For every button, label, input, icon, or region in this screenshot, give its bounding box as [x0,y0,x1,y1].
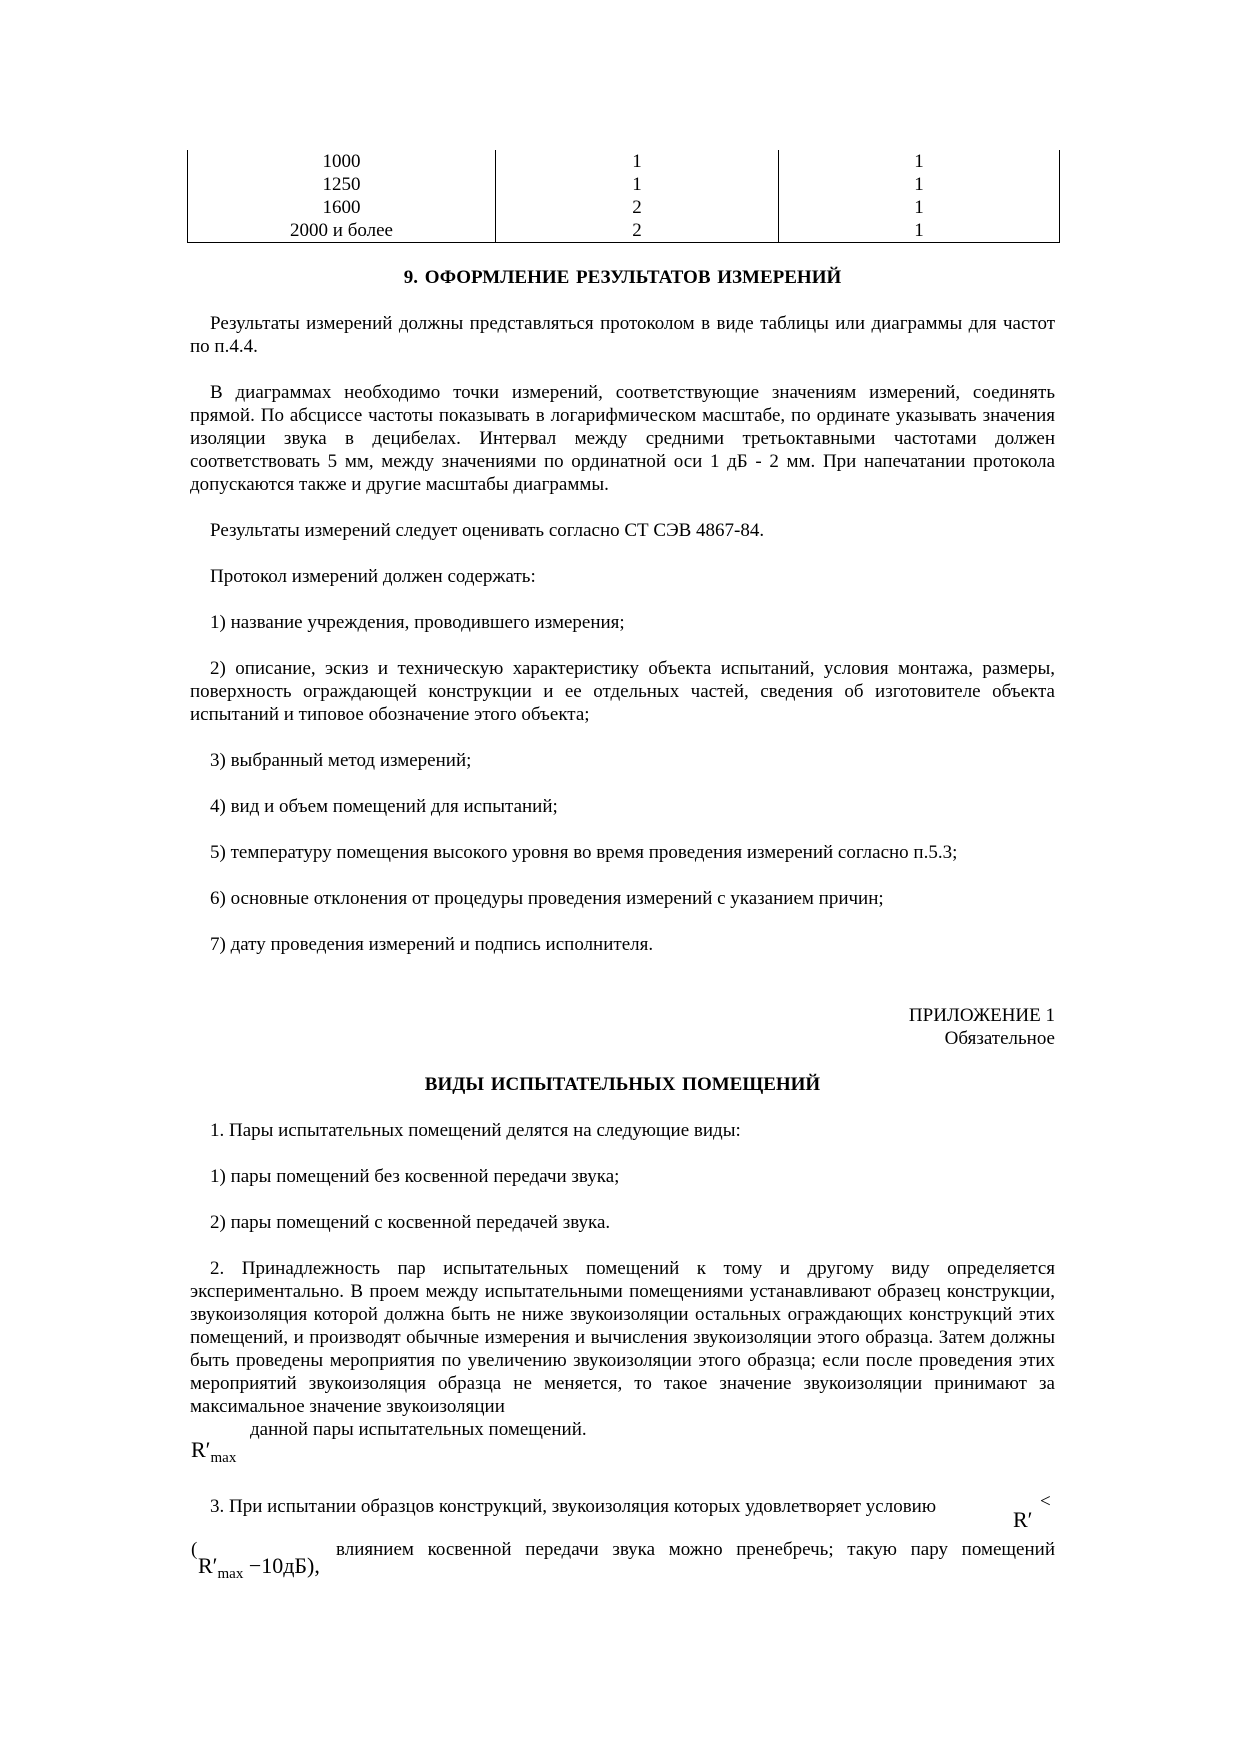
appendix-label: ПРИЛОЖЕНИЕ 1 [908,1005,1055,1026]
section-9-paragraph-4: Протокол измерений должен содержать: [210,566,536,587]
table-row [188,196,1060,219]
protocol-item-5: 5) температуру помещения высокого уровня во время проведения измерений согласно п.5.3; [210,842,958,863]
table-cell: 1 [779,219,1060,243]
protocol-item-2: 2) описание, эскиз и техническую характеристику объекта испытаний, условия монтажа, размеры, поверхность ограждающей конструкции и ее отдельных частей, сведения об изготовителе объекта испытаний и типовое обозначение этого объекта; [190,658,1055,725]
table-cell: 1 [496,173,779,196]
table-cell: 1600 [188,196,496,219]
table-row [188,150,1060,173]
table-row [188,219,1060,243]
protocol-item-1: 1) название учреждения, проводившего измерения; [210,612,625,633]
appendix-paragraph-5-end: влиянием косвенной передачи звука можно пренебречь; такую пару помещений [336,1539,1055,1560]
frequency-table [187,150,1060,243]
formula-r-max-sub: max [210,1450,237,1466]
table-cell: 2 [496,196,779,219]
appendix-title: ВИДЫ ИСПЫТАТЕЛЬНЫХ ПОМЕЩЕНИЙ [424,1074,821,1095]
protocol-item-7: 7) дату проведения измерений и подпись исполнителя. [210,934,654,955]
section-9-title: 9. ОФОРМЛЕНИЕ РЕЗУЛЬТАТОВ ИЗМЕРЕНИЙ [403,267,842,288]
section-9-paragraph-1: Результаты измерений должны представляться протоколом в виде таблицы или диаграммы для частот по п.4.4. [190,313,1055,357]
protocol-item-6: 6) основные отклонения от процедуры проведения измерений с указанием причин; [210,888,884,909]
section-9-paragraph-3: Результаты измерений следует оценивать согласно СТ СЭВ 4867-84. [210,520,765,541]
appendix-paragraph-2: 1) пары помещений без косвенной передачи звука; [210,1166,620,1187]
formula-r-max-minus-10db-sub: max [217,1566,244,1582]
formula-r-max-minus-10db-tail: −10дБ), [243,1553,320,1578]
appendix-paragraph-3: 2) пары помещений с косвенной передачей звука. [210,1212,611,1233]
formula-r-max [191,1438,236,1470]
table-cell: 1 [779,173,1060,196]
formula-r-max-minus-10db [198,1554,320,1586]
frequency-table-body [188,150,1060,243]
formula-r-max-minus-10db-base: R′ [198,1553,218,1578]
appendix-status: Обязательное [944,1028,1055,1049]
appendix-paragraph-5-start: 3. При испытании образцов конструкций, звукоизоляция которых удовлетворяет условию [210,1496,937,1517]
table-cell: 1 [779,196,1060,219]
appendix-paragraph-4: 2. Принадлежность пар испытательных помещений к тому и другому виду определяется экспериментально. В проем между испытательными помещениями устанавливают образец конструкции, звукоизоляция которой должна быть не ниже звукоизоляции остальных ограждающих конструкций этих помещений, и производят обычные измерения и вычисления звукоизоляции этого образца. Затем должны быть проведены мероприятия по увеличению звукоизоляции этого образца; если после проведения этих мероприятий звукоизоляция образца не меняется, то такое значение звукоизоляции принимают за максимальное значение звукоизоляции [190,1258,1055,1417]
formula-open-paren: ( [191,1539,198,1560]
table-cell: 1 [779,150,1060,173]
formula-r-prime: R′ [1013,1507,1033,1532]
formula-r-max-base: R′ [191,1437,211,1462]
appendix-paragraph-1: 1. Пары испытательных помещений делятся на следующие виды: [210,1120,741,1141]
table-cell: 1250 [188,173,496,196]
table-cell: 2 [496,219,779,243]
table-cell: 2000 и более [188,219,496,243]
protocol-item-3: 3) выбранный метод измерений; [210,750,472,771]
protocol-item-4: 4) вид и объем помещений для испытаний; [210,796,558,817]
table-cell: 1 [496,150,779,173]
section-9-paragraph-2: В диаграммах необходимо точки измерений, соответствующие значениям измерений, соединять прямой. По абсциссе частоты показывать в логарифмическом масштабе, по ординате указывать значения изоляции звука в децибелах. Интервал между средними третьоктавными частотами должен соответствовать 5 мм, между значениями по ординатной оси 1 дБ - 2 мм. При напечатании протокола допускаются также и другие масштабы диаграммы. [190,382,1055,495]
appendix-paragraph-4-tail: данной пары испытательных помещений. [250,1419,587,1440]
condition-less-than: < [1040,1491,1051,1512]
table-cell: 1000 [188,150,496,173]
table-row [188,173,1060,196]
